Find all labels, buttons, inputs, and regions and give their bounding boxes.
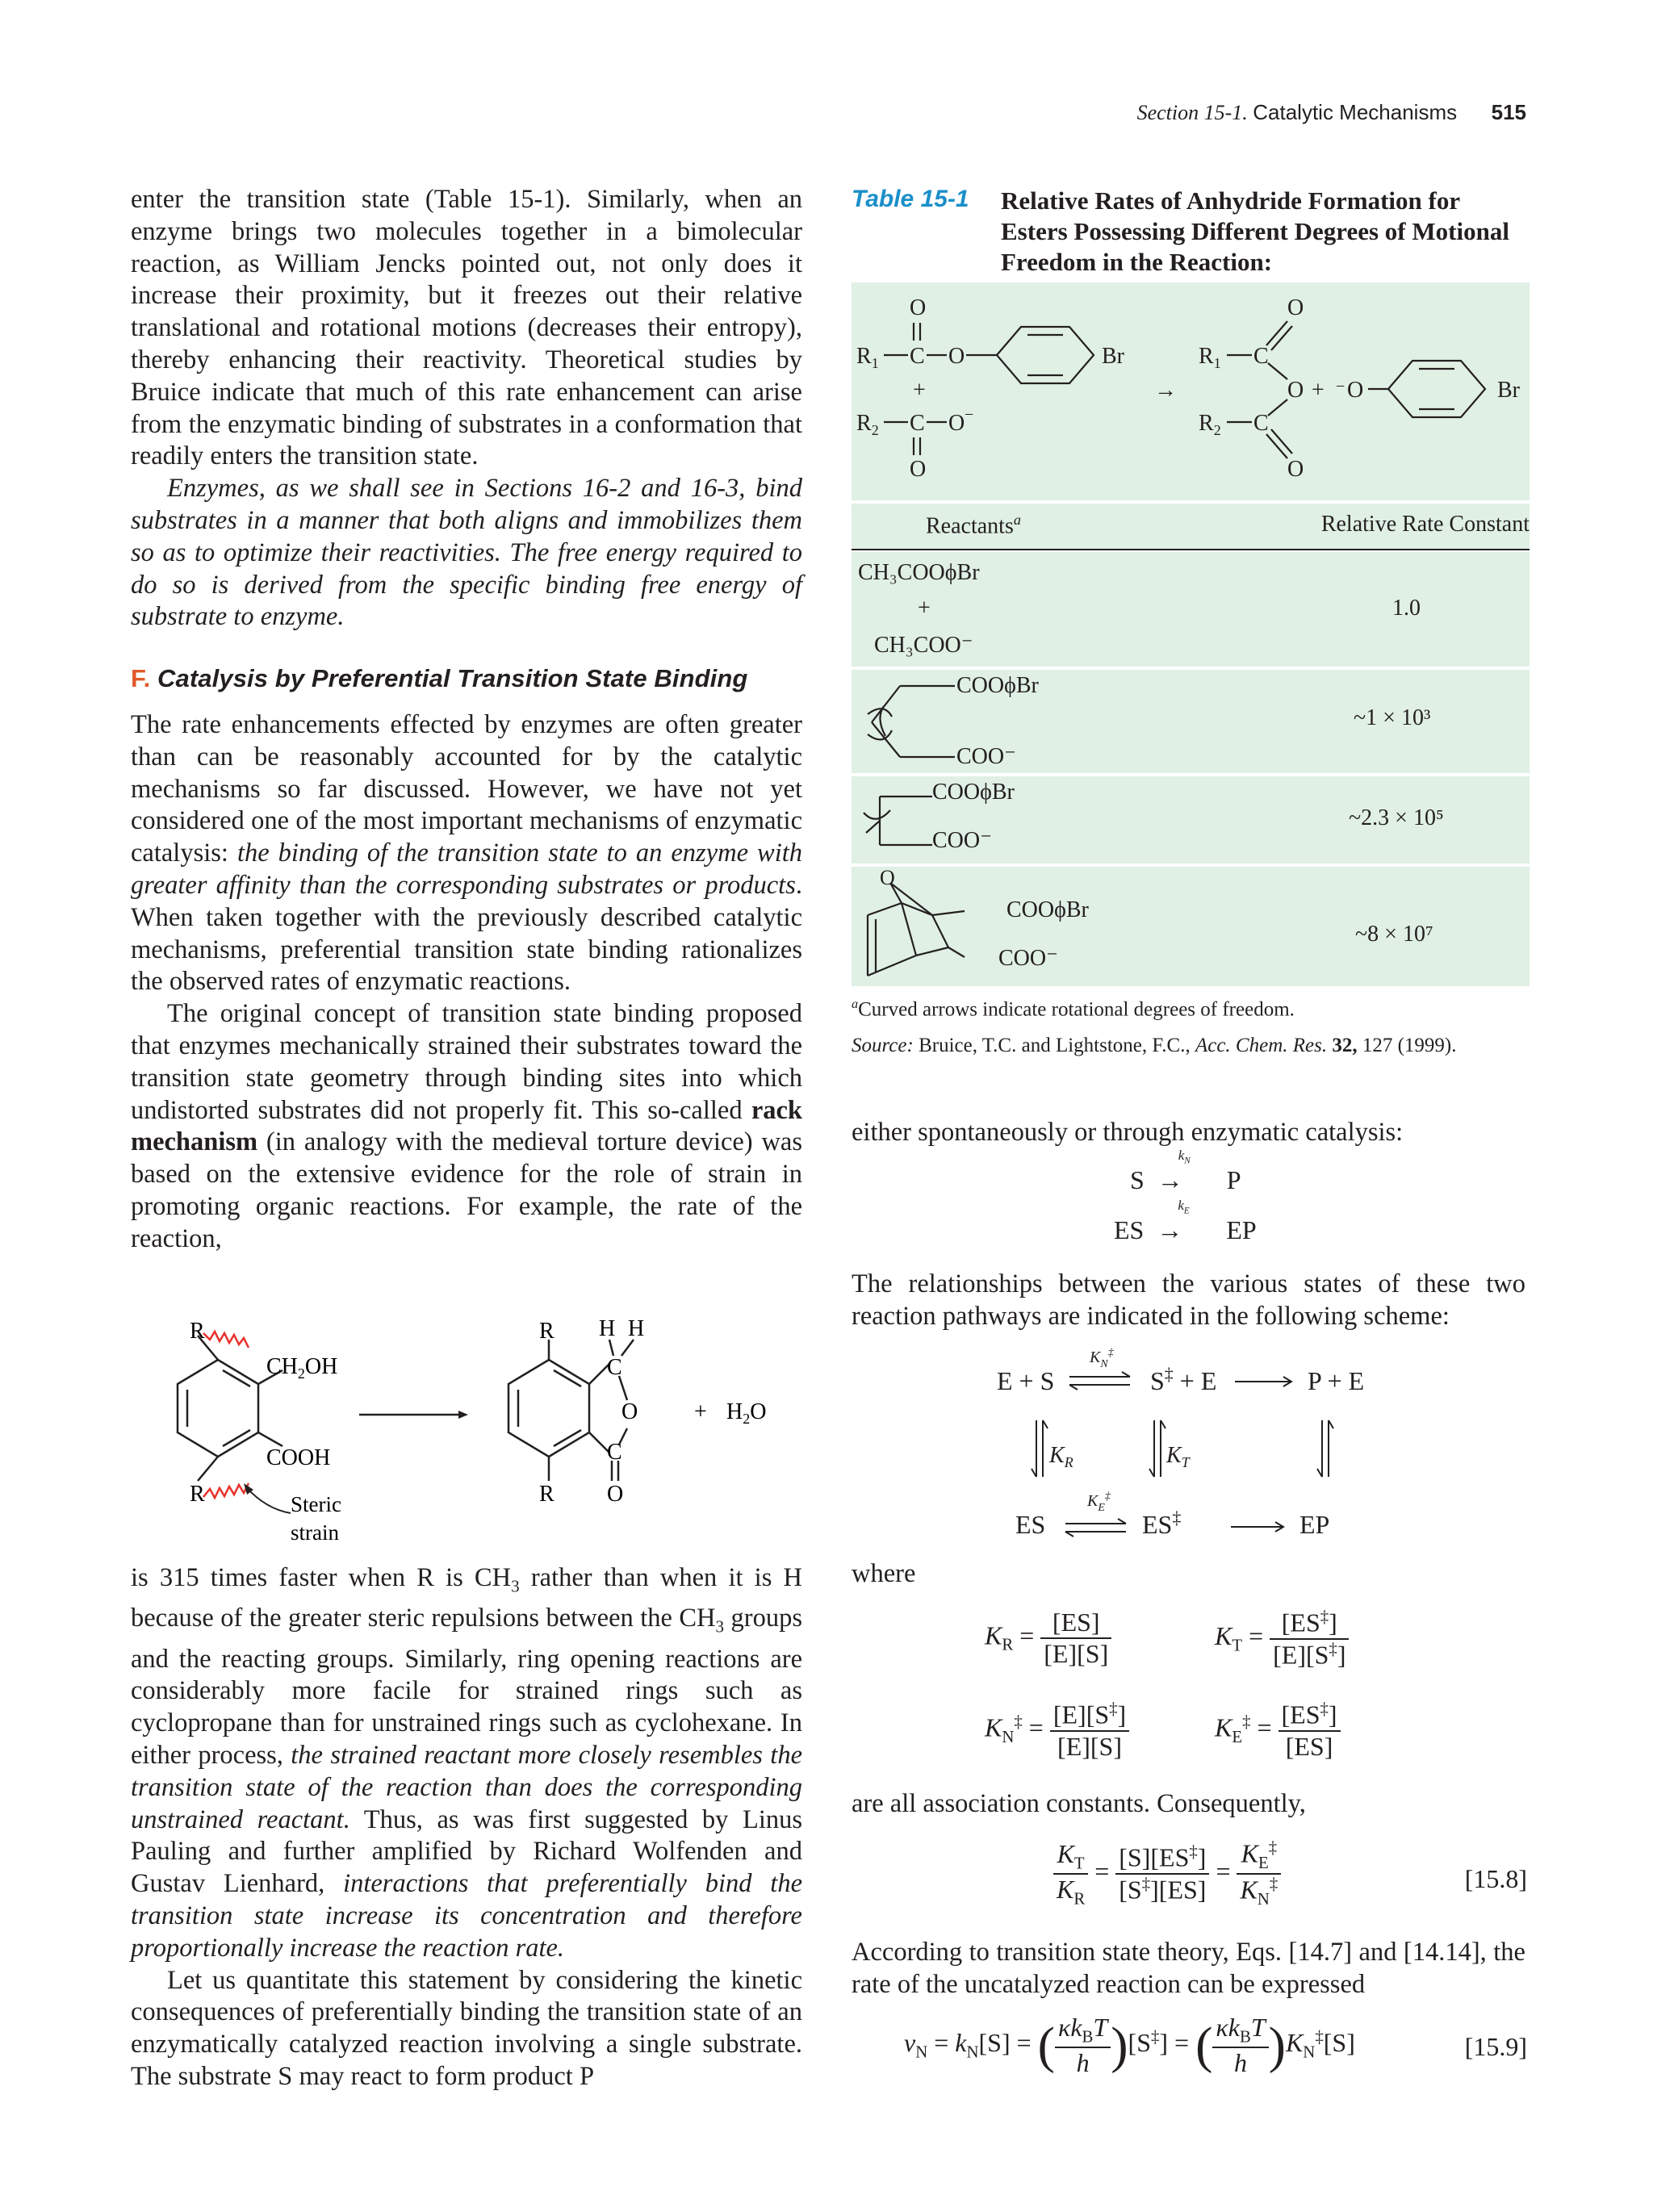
svg-text:O: O — [1287, 378, 1304, 403]
svg-text:ES: ES — [1015, 1510, 1046, 1539]
section-title: Catalysis by Preferential Transition State Binding — [157, 664, 748, 693]
reactant-line2: COO⁻ — [956, 744, 1016, 769]
rate-value: 1.0 — [1392, 596, 1421, 621]
source-text: Bruice, T.C. and Lightstone, F.C., — [913, 1035, 1195, 1056]
p3-italic: the binding of the transition state to an enzyme with greater affinity than the corresponding substrates or products — [131, 838, 802, 900]
p5-italic1: the strained reactant more closely resembles the transition state of the reaction than does the corresponding unstrained reactant. — [131, 1740, 802, 1834]
source-pages: 127 (1999). — [1357, 1035, 1457, 1056]
kr-definition: $K_R$ = $\frac{[ES]}{[E][S]}$ — [985, 1608, 1111, 1669]
table-title: Relative Rates of Anhydride Formation for Esters Possessing Different Degrees of Motional Freedom in the Reaction: — [1001, 186, 1509, 276]
equation-number-15-9: [15.9] — [1464, 2032, 1527, 2061]
svg-text:Br: Br — [1102, 344, 1124, 369]
svg-text:R1: $R_1$ — [856, 344, 879, 371]
paragraph-5 — [131, 1562, 802, 1965]
succinate-structure — [852, 670, 973, 773]
p5-e: groups and the reacting groups. Similarly, ring opening reactions are considerably more facile for strained rings such as cyclopropane than for unstrained rings such as cyclohexane. In either process, — [131, 1604, 802, 1770]
right-paragraph-3 — [852, 1788, 1525, 1821]
equation-15-8: $\frac{K_T}{K_R}$ = $\frac{[S][ES^\ddagger]}{[S^\ddagger][ES]}$ = $\frac{K_E^\ddagger}{K_N^\ddagger}$ — [1053, 1838, 1281, 1909]
reactant-line1: COOϕBr — [932, 780, 1015, 805]
svg-text:EP: EP — [1299, 1510, 1330, 1539]
svg-text:O: O — [1287, 295, 1304, 320]
header-section: Section 15-1. — [1136, 101, 1248, 124]
source-volume: 32, — [1327, 1035, 1358, 1056]
right-paragraph-4 — [852, 1937, 1525, 2001]
svg-text:ES‡: ES‡ — [1142, 1507, 1182, 1539]
table-header-row — [852, 504, 1530, 550]
reactant-line3: CH₃COO⁻ — [874, 633, 973, 658]
table-row — [852, 776, 1530, 865]
right-p3-text: are all association constants. Consequently, — [852, 1789, 1306, 1818]
col-relative-rate: Relative Rate Constant — [1320, 512, 1530, 537]
p5-sub1: 3 — [511, 1576, 520, 1596]
running-header — [1137, 100, 1526, 125]
svg-text:C: C — [910, 344, 925, 369]
p4-text-end: (in analogy with the medieval torture device) was based on the extensive evidence for the role of strain in promoting organic reactions. For example, the rate of the reaction, — [131, 1127, 802, 1253]
bicyclic-structure — [852, 867, 1005, 986]
p5-italic2: interactions that preferentially bind the transition state increase its concentration and therefore proportionally increase the reaction rate. — [131, 1869, 802, 1963]
paragraph-1: enter the transition state (Table 15-1). Similarly, when an enzyme brings two molecules together in a bimolecular reaction, as William Jencks pointed out, not only does it increase their proximity, but it freezes out their relative translational and rotational motions (decreases their entropy), thereby enhancing their reactivity. Theoretical studies by Bruice indicate that much of this rate enhancement can arise from the enzymatic binding of substrates in a conformation that readily enters the transition state. — [131, 185, 802, 471]
rate-value: ~8 × 10⁷ — [1355, 922, 1433, 947]
section-letter: F. — [131, 664, 151, 693]
svg-text:O: O — [880, 867, 895, 889]
product-r-top: R — [539, 1319, 554, 1344]
paragraph-3 — [131, 709, 802, 998]
svg-text:R2: $R_2$ — [856, 411, 879, 438]
reactant-line2: COO⁻ — [998, 946, 1058, 971]
equation-catalyzed — [1114, 1198, 1257, 1245]
o-ring: O — [621, 1399, 638, 1424]
svg-text:E + S: E + S — [997, 1366, 1055, 1395]
r-label-top: R — [190, 1319, 205, 1344]
svg-text:Br: Br — [1497, 378, 1520, 403]
anhydride-reaction-scheme — [852, 282, 1530, 500]
svg-text:O: O — [1287, 457, 1304, 482]
plus-sign: + — [694, 1399, 707, 1424]
svg-text:+: + — [1312, 378, 1324, 403]
eq-s: S — [1130, 1165, 1145, 1194]
left-column — [131, 184, 802, 1256]
right-p2-text: The relationships between the various states of these two reaction pathways are indicated in the following scheme: — [852, 1269, 1525, 1331]
kn-definition: $K_N^\ddagger$ = $\frac{[E][S^\ddagger]}{[E][S]}$ — [985, 1700, 1129, 1762]
arrow-kn: $k_N$ → — [1157, 1148, 1191, 1194]
svg-text:O: O — [948, 344, 965, 369]
r-label-bottom: R — [190, 1482, 205, 1507]
eq-es: ES — [1114, 1215, 1145, 1244]
o-carbonyl: O — [607, 1482, 624, 1507]
cooh-label: COOH — [266, 1445, 331, 1470]
c-bottom: C — [607, 1440, 622, 1465]
svg-text:C: C — [1253, 344, 1269, 369]
svg-text:O: O — [910, 295, 927, 320]
svg-text:KN‡: $K_N^\ddagger$ — [1090, 1347, 1114, 1370]
table-row — [852, 552, 1530, 668]
page-number: 515 — [1491, 100, 1526, 124]
reactant-line1: CH₃COOϕBr — [858, 560, 980, 585]
svg-text:S‡ + E: S‡ + E — [1150, 1364, 1217, 1395]
svg-text:→: → — [1154, 378, 1177, 403]
table-row — [852, 670, 1530, 775]
ke-definition: $K_E^\ddagger$ = $\frac{[ES^\ddagger]}{[ES]}$ — [1215, 1700, 1341, 1762]
p5-c: rather than when it is H because of the greater steric repulsions between the CH — [131, 1563, 802, 1633]
p3-text: The rate enhancements effected by enzymes are often greater than can be reasonably accounted for by the catalytic mechanisms so far discussed. However, we have not yet considered one of the most important mechanisms of enzymatic catalysis: — [131, 709, 802, 868]
product-r-bottom: R — [539, 1482, 554, 1507]
reaction-arrowhead — [458, 1411, 468, 1419]
section-heading — [131, 663, 802, 695]
equation-15-9: $v_N = k_N[S]$ = ( $\frac{\kappa k_BT}{h}$ )[S‡] = ( $\frac{\kappa k_BT}{h}$ )$K_N^\ddagger[S]$ — [904, 2013, 1355, 2078]
svg-text:+: + — [913, 378, 926, 403]
left-column-lower — [131, 1562, 802, 2093]
table-caption — [852, 186, 1530, 278]
svg-text:O: O — [948, 411, 965, 436]
steric-strain-zigzag-bottom — [203, 1483, 249, 1498]
strain-label: strain — [291, 1520, 339, 1545]
svg-text:C: C — [1253, 411, 1269, 436]
h-right: H — [628, 1316, 645, 1341]
table-label: Table 15-1 — [852, 186, 969, 212]
equation-uncatalyzed — [1130, 1148, 1241, 1195]
svg-text:P + E: P + E — [1308, 1366, 1365, 1395]
table-general-reaction — [852, 282, 1530, 500]
footnote-text: Curved arrows indicate rotational degrees of freedom. — [858, 998, 1295, 1021]
svg-text:R2: $R_2$ — [1199, 411, 1221, 438]
svg-text:O: O — [910, 457, 927, 482]
p3-text-end: . When taken together with the previously described catalytic mechanisms, preferential transition state binding rationalizes the observed rates of enzymatic reactions. — [131, 870, 802, 997]
steric-label: Steric — [291, 1492, 341, 1516]
table-footnote — [852, 997, 1295, 1021]
rack-mechanism-term: rack mechanism — [131, 1095, 802, 1157]
reactant-line1: COOϕBr — [956, 673, 1039, 698]
rate-value: ~2.3 × 10⁵ — [1349, 805, 1444, 830]
arrow-ke: $k_E$ → — [1157, 1198, 1190, 1244]
steric-strain-reaction-figure — [145, 1315, 807, 1558]
steric-arrow — [246, 1487, 291, 1513]
header-chapter-title: Catalytic Mechanisms — [1253, 100, 1458, 124]
kt-definition: $K_T$ = $\frac{[ES^\ddagger]}{[E][S^\ddagger]}$ — [1215, 1608, 1349, 1670]
reactant-line2: COO⁻ — [932, 828, 992, 853]
paragraph-4 — [131, 998, 802, 1255]
paragraph-6: Let us quantitate this statement by considering the kinetic consequences of preferentially binding the transition state of an enzymatically catalyzed reaction involving a single substrate. The substrate S may react to form product P — [131, 1965, 802, 2091]
source-journal: Acc. Chem. Res. — [1195, 1035, 1328, 1056]
svg-text:R1: $R_1$ — [1199, 344, 1221, 371]
table-source — [852, 1035, 1457, 1057]
right-p4-text: According to transition state theory, Eqs. [14.7] and [14.14], the rate of the uncatalyzed reaction can be expressed — [852, 1938, 1525, 1999]
svg-text:KE‡: $K_E^\ddagger$ — [1087, 1491, 1111, 1514]
p5-sub2: 3 — [715, 1616, 725, 1637]
water-label: $H_2O$ — [726, 1399, 767, 1427]
p4-text: The original concept of transition state binding proposed that enzymes mechanically strained their substrates toward the transition state geometry through binding sites into which undistorted substrates did not properly fit. This so-called — [131, 999, 802, 1125]
table-row — [852, 867, 1530, 986]
p5-g: Thus, as was first suggested by Linus Pauling and further amplified by Richard Wolfenden and Gustav Lienhard, — [131, 1804, 802, 1899]
c-top: C — [607, 1355, 622, 1380]
p5-a: is 315 times faster when R is CH — [131, 1563, 512, 1592]
svg-text:O: O — [1347, 378, 1364, 403]
svg-text:−: − — [965, 406, 974, 424]
ch2oh-label: $CH_2OH$ — [266, 1354, 338, 1382]
h-left: H — [599, 1316, 616, 1341]
steric-strain-zigzag-top — [203, 1332, 249, 1348]
thermodynamic-scheme — [985, 1340, 1404, 1549]
svg-text:−: − — [1336, 378, 1345, 395]
equation-number-15-8: [15.8] — [1464, 1864, 1527, 1893]
col-reactants: Reactants$^a$ — [926, 512, 1021, 539]
eq-p: P — [1226, 1165, 1241, 1194]
rate-value: ~1 × 10³ — [1354, 705, 1431, 730]
right-p1-text: either spontaneously or through enzymatic catalysis: — [852, 1118, 1404, 1147]
svg-text:C: C — [910, 411, 925, 436]
reactant-line1: COOϕBr — [1006, 897, 1089, 922]
svg-text:KT: $K_T$ — [1166, 1443, 1190, 1470]
svg-text:KR: $K_R$ — [1049, 1443, 1073, 1470]
where-label: where — [852, 1559, 916, 1588]
right-paragraph-1 — [852, 1117, 1525, 1149]
paragraph-2: Enzymes, as we shall see in Sections 16-2 and 16-3, bind substrates in a manner that both aligns and immobilizes them so as to optimize their reactivities. The free energy required to do so is derived from the specific binding free energy of substrate to enzyme. — [131, 474, 802, 632]
reactant-line2: + — [918, 596, 931, 621]
right-paragraph-2 — [852, 1269, 1525, 1333]
footnote-mark: a — [852, 997, 859, 1011]
eq-ep: EP — [1226, 1215, 1257, 1244]
source-label: Source: — [852, 1035, 914, 1056]
